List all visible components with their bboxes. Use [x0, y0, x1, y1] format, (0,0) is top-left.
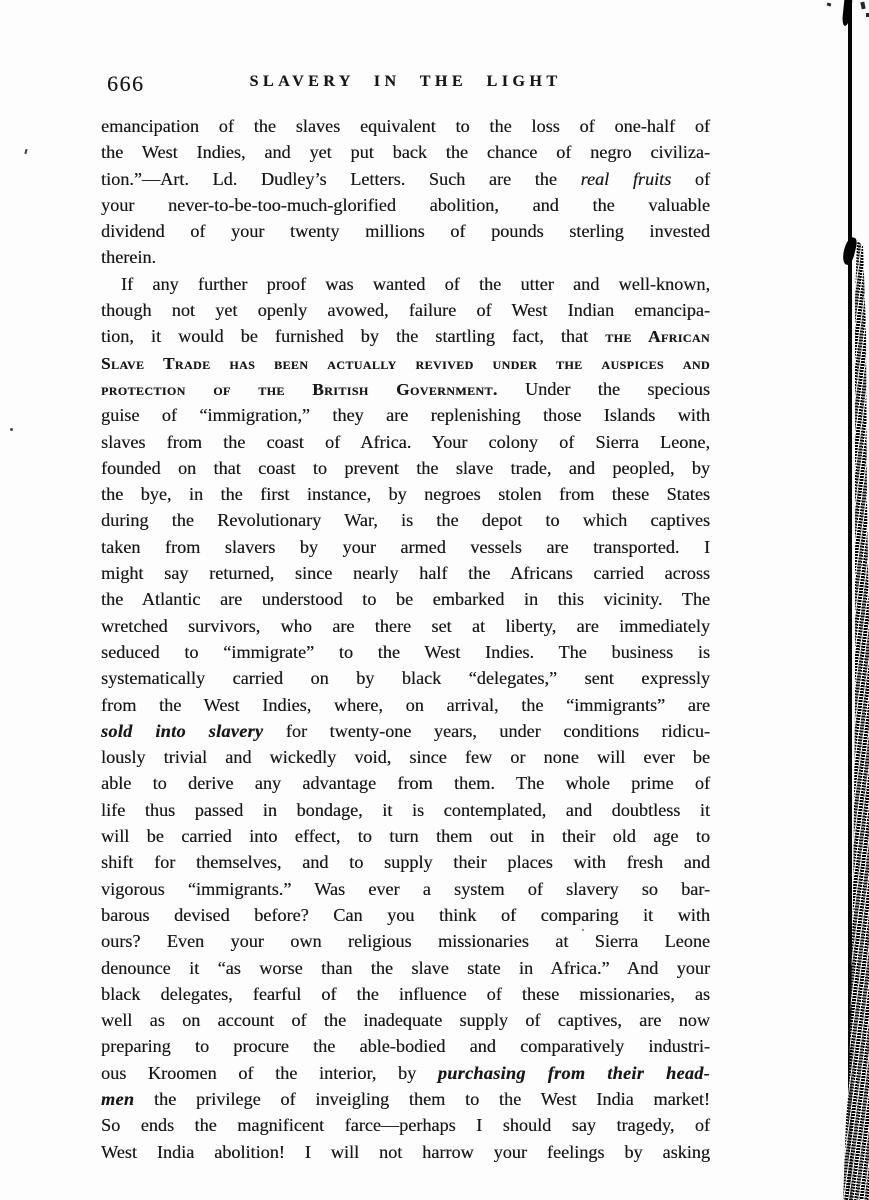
text-line	[101, 507, 710, 533]
text-run: systematically carried on by black “delegates,” sent expressly	[101, 668, 710, 689]
text-line	[101, 770, 710, 796]
text-run: ours? Even your own religious missionaries at Sierra Leone	[101, 931, 710, 952]
text-line	[101, 955, 710, 981]
text-run: the privilege of inveigling them to the West India market!	[134, 1088, 710, 1109]
scan-ink-blot	[841, 236, 858, 266]
text-line	[101, 586, 710, 612]
text-line	[101, 218, 710, 244]
emphasis-run: sold into slavery	[101, 720, 264, 741]
text-line	[101, 192, 710, 218]
running-head: SLAVERY IN THE LIGHT	[249, 73, 562, 90]
text-run: of	[671, 168, 711, 189]
text-run: tion, it would be furnished by the startling fact, that	[101, 326, 606, 347]
text-line	[101, 718, 710, 744]
scan-speck	[860, 2, 865, 10]
text-run: barous devised before? Can you think of comparing it with	[101, 904, 710, 925]
text-line	[101, 849, 710, 875]
text-run: black delegates, fearful of the influence of these missionaries, as	[101, 983, 710, 1004]
text-run: your never-to-be-too-much-glorified abolition, and the valuable	[101, 194, 710, 215]
text-run: lously trivial and wickedly void, since few or none will ever be	[101, 747, 710, 768]
text-run: will be carried into effect, to turn them out in their old age to	[101, 826, 710, 847]
text-run: preparing to procure the able-bodied and comparatively industri-	[101, 1036, 710, 1057]
text-run: for twenty-one years, under conditions ridicu-	[263, 720, 710, 741]
text-line	[101, 244, 710, 270]
text-run: seduced to “immigrate” to the West Indies. The business is	[101, 641, 710, 662]
text-line	[101, 1033, 710, 1059]
smallcaps-run: Slave Trade has been actually revived under the auspices and	[101, 353, 710, 373]
text-run: So ends the magnificent farce—perhaps I should say tragedy, of	[101, 1115, 710, 1136]
scan-speck	[10, 428, 13, 431]
text-run: If any further proof was wanted of the utter and well-known,	[121, 273, 710, 294]
text-run: from the West Indies, where, on arrival, the “immigrants” are	[101, 694, 710, 715]
text-line	[101, 402, 710, 428]
text-run: therein.	[101, 247, 157, 268]
text-line	[101, 271, 710, 297]
scan-speck	[24, 149, 27, 154]
scan-speck	[827, 2, 832, 6]
text-run: tion.”—Art. Ld. Dudley’s Letters. Such are the	[101, 168, 581, 189]
text-line	[101, 981, 710, 1007]
text-line	[101, 297, 710, 323]
text-run: emancipation of the slaves equivalent to the loss of one-half of	[101, 116, 710, 136]
text-line	[101, 455, 710, 481]
text-line	[101, 665, 710, 691]
text-line	[101, 139, 710, 165]
text-run: slaves from the coast of Africa. Your colony of Sierra Leone,	[101, 431, 710, 452]
text-line	[101, 613, 710, 639]
text-run: denounce it “as worse than the slave state in Africa.” And your	[101, 957, 710, 978]
text-run: the bye, in the first instance, by negroes stolen from these States	[101, 484, 710, 505]
text-line	[101, 876, 710, 902]
page-number: 666	[107, 71, 145, 96]
smallcaps-run: the African	[605, 327, 710, 347]
scan-gutter-shadow-band	[840, 0, 869, 1200]
text-line	[101, 350, 710, 376]
text-line	[101, 1112, 710, 1138]
text-line	[101, 166, 710, 192]
text-line	[101, 902, 710, 928]
text-run: ous Kroomen of the interior, by	[101, 1062, 438, 1083]
text-run: vigorous “immigrants.” Was ever a system of slavery so bar-	[101, 878, 710, 899]
smallcaps-run: protection of the British Government.	[101, 379, 498, 399]
emphasis-run: men	[101, 1088, 135, 1109]
text-line	[101, 323, 710, 349]
text-run: the West Indies, and yet put back the chance of negro civiliza-	[101, 142, 710, 163]
text-run: though not yet openly avowed, failure of West Indian emancipa-	[101, 300, 710, 321]
text-line	[101, 1007, 710, 1033]
text-run: the Atlantic are understood to be embarked in this vicinity. The	[101, 589, 710, 610]
text-line	[101, 928, 710, 954]
text-line	[101, 1060, 710, 1086]
text-line	[101, 639, 710, 665]
text-line	[101, 1086, 710, 1112]
text-run: West India abolition! I will not harrow your feelings by asking	[101, 1141, 710, 1162]
text-line	[101, 1139, 710, 1165]
text-run: dividend of your twenty millions of pounds sterling invested	[101, 221, 710, 242]
italic-run: real fruits	[580, 168, 672, 189]
text-run: well as on account of the inadequate supply of captives, are now	[101, 1010, 710, 1031]
text-line	[101, 560, 710, 586]
text-run: shift for themselves, and to supply their places with fresh and	[101, 852, 710, 873]
text-line	[101, 692, 710, 718]
text-run: taken from slavers by your armed vessels are transported. I	[101, 536, 710, 557]
text-run: might say returned, since nearly half the Africans carried across	[101, 563, 710, 584]
text-line	[101, 534, 710, 560]
text-run: wretched survivors, who are there set at liberty, are immediately	[101, 615, 710, 636]
text-line	[101, 744, 710, 770]
text-line	[101, 797, 710, 823]
text-run: guise of “immigration,” they are replenishing those Islands with	[101, 405, 710, 426]
text-line	[101, 481, 710, 507]
text-run: founded on that coast to prevent the slave trade, and peopled, by	[101, 457, 710, 478]
text-line	[101, 113, 710, 139]
text-run: Under the specious	[497, 378, 710, 399]
text-run: able to derive any advantage from them. The whole prime of	[101, 773, 710, 794]
text-line	[101, 823, 710, 849]
text-line	[101, 376, 710, 402]
text-run: life thus passed in bondage, it is contemplated, and doubtless it	[101, 799, 710, 820]
emphasis-run: purchasing from their head-	[437, 1062, 710, 1083]
scan-speck	[582, 929, 584, 931]
text-line	[101, 429, 710, 455]
page-body	[101, 113, 710, 1165]
text-run: during the Revolutionary War, is the depot to which captives	[101, 510, 710, 531]
